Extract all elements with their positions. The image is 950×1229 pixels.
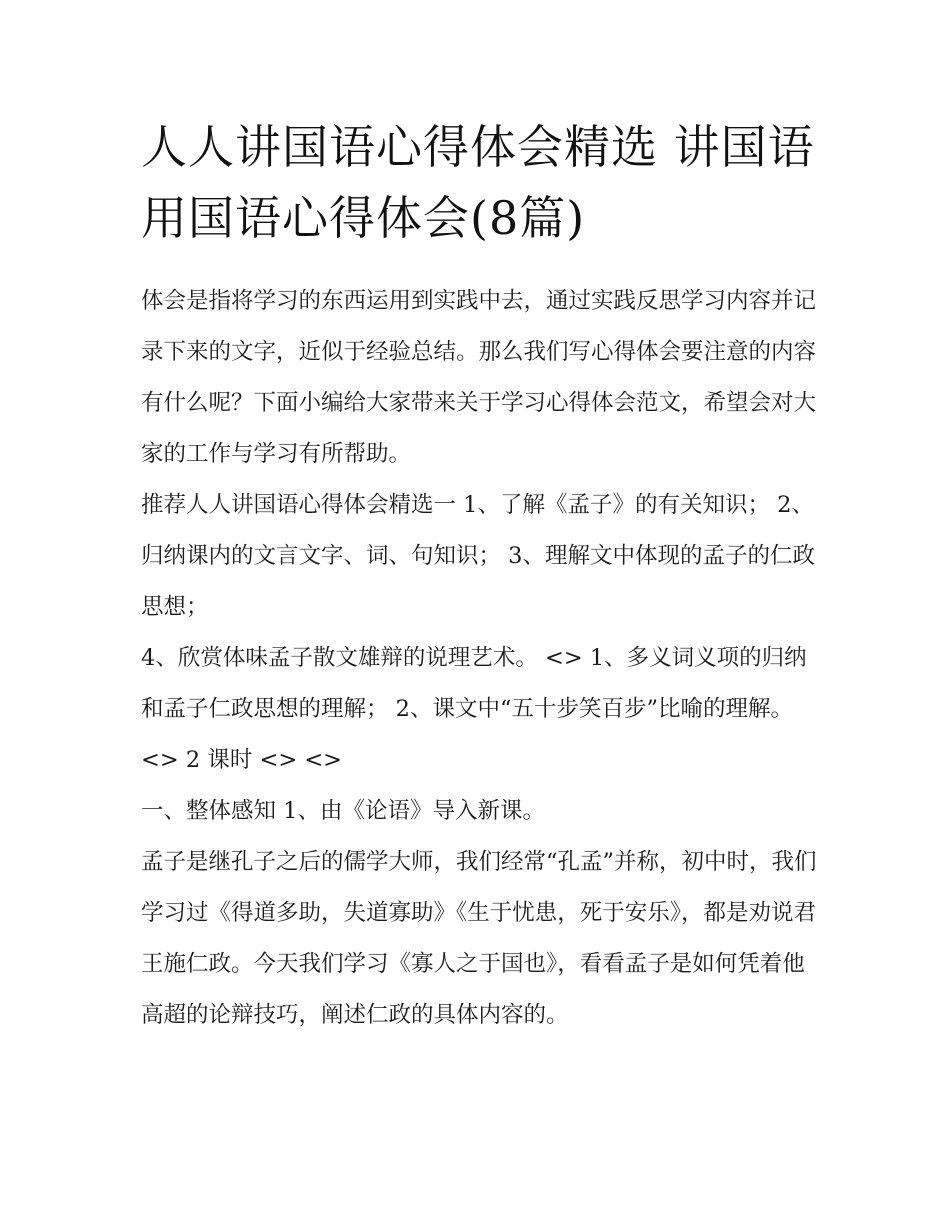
paragraph: 体会是指将学习的东西运用到实践中去，通过实践反思学习内容并记录下来的文字，近似于经验总结。那么我们写心得体会要注意的内容有什么呢？下面小编给大家带来关于学习心得体会范文，希望会对大家的工作与学习有所帮助。 xyxy=(141,288,817,467)
paragraph: 4、欣赏体味孟子散文雄辩的说理艺术。 <> 1、多义词义项的归纳和孟子仁政思想的理解； 2、课文中“五十步笑百步”比喻的理解。 <> 2 课时 <> <> xyxy=(141,645,807,773)
document-title: 人人讲国语心得体会精选 讲国语用国语心得体会(8篇) xyxy=(141,120,815,245)
document-body xyxy=(141,276,821,1041)
paragraph: 孟子是继孔子之后的儒学大师，我们经常“孔孟”并称，初中时，我们学习过《得道多助，失道寡助》《生于忧患，死于安乐》，都是劝说君王施仁政。今天我们学习《寡人之于国也》，看看孟子是如何凭着他高超的论辩技巧，阐述仁政的具体内容的。 xyxy=(141,849,817,1028)
paragraph: 推荐人人讲国语心得体会精选一 1、了解《孟子》的有关知识； 2、归纳课内的文言文字、词、句知识； 3、理解文中体现的孟子的仁政思想； xyxy=(141,492,815,620)
paragraph: 一、整体感知 1、由《论语》导入新课。 xyxy=(141,798,545,824)
